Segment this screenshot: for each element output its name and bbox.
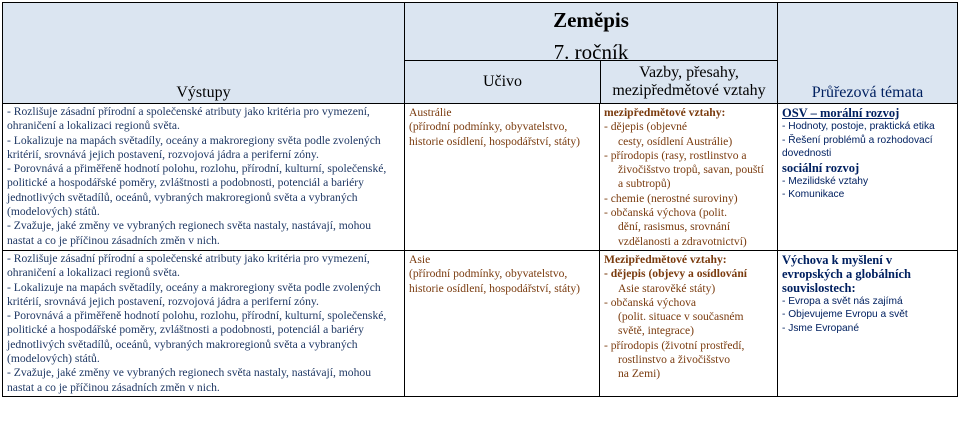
outputs-cell — [3, 250, 405, 396]
grade-title: 7. ročník — [553, 40, 629, 64]
cross-title: Výchova k myšlení v evropských a globálních souvislostech: — [782, 252, 911, 295]
content-cell — [405, 104, 600, 251]
content-detail: (přírodní podmínky, obyvatelstvo, historie osídlení, hospodářství, státy) — [409, 120, 580, 148]
curriculum-table — [2, 2, 958, 397]
content-text — [405, 104, 599, 150]
header-links — [601, 61, 777, 103]
links-item: rostlinstvo a živočišstvo — [618, 353, 731, 367]
links-item: - přírodopis (životní prostředí, — [604, 338, 745, 352]
cross-title: OSV – morální rozvoj — [782, 106, 900, 120]
output-item: - Porovnává a přiměřeně hodnotí polohu, rozlohu, přírodní, kulturní, společenské, politické a hospodářské poměry, zvláštnosti a podobnosti, potenciál a bariéry jednotlivých světadílů, oceánů, vybraných makroregionů světa a vybraných (modelových) států. — [7, 162, 387, 219]
cross-text — [778, 251, 957, 338]
header-row — [3, 3, 958, 104]
links-text — [600, 104, 777, 250]
outputs-text — [3, 251, 404, 396]
links-item: (polit. situace v současném — [618, 310, 744, 324]
links-item: dění, rasismus, srovnání — [618, 220, 731, 234]
content-detail: (přírodní podmínky, obyvatelstvo, historie osídlení, hospodářství, státy) — [409, 267, 580, 295]
header-cross — [778, 3, 958, 104]
outputs-cell — [3, 104, 405, 251]
header-title-block — [405, 3, 777, 64]
content-heading: Učivo — [482, 73, 523, 90]
content-cell — [405, 250, 600, 396]
header-outputs — [3, 3, 405, 104]
cross-item: - Komunikace — [782, 189, 845, 200]
outputs-heading: Výstupy — [176, 84, 231, 101]
content-title: Austrálie — [409, 106, 452, 119]
row-australia — [3, 104, 958, 251]
links-item: a subtropů) — [618, 177, 671, 191]
header-center — [405, 3, 778, 104]
links-item: Asie starověké státy) — [618, 281, 716, 295]
links-item: vzdělanosti a zdravotnictví) — [618, 234, 747, 248]
content-text — [405, 251, 599, 297]
links-cell — [600, 250, 778, 396]
links-text — [600, 251, 777, 383]
cross-heading: Průřezová témata — [811, 84, 924, 101]
cross-item: - Mezilidské vztahy — [782, 175, 869, 187]
cross-cell — [778, 104, 958, 251]
header-subcells — [405, 60, 777, 103]
links-heading-1: Vazby, přesahy, — [639, 64, 739, 81]
cross-item: - Jsme Evropané — [782, 322, 860, 334]
cross-text — [778, 104, 957, 204]
links-item: cesty, osídlení Austrálie) — [618, 134, 733, 148]
cross-item: - Objevujeme Evropu a svět — [782, 309, 908, 321]
cross-item: - Hodnoty, postoje, praktická etika — [782, 121, 935, 132]
output-item: - Porovnává a přiměřeně hodnotí polohu, rozlohu, přírodní, kulturní, společenské, politické a hospodářské poměry, zvláštnosti a podobnosti, potenciál a bariéry jednotlivých světadílů, oceánů, vybraných makroregionů světa a vybraných (modelových) států. — [7, 309, 387, 366]
links-item: - chemie (nerostné suroviny) — [604, 191, 738, 205]
links-item: - přírodopis (rasy, rostlinstvo a — [604, 148, 747, 162]
links-item: - občanská výchova (polit. — [604, 206, 727, 220]
links-item: - dějepis (objevy a osídlování — [604, 267, 747, 281]
links-item: živočišstvo tropů, savan, pouští — [618, 163, 764, 177]
links-item: - občanská výchova — [604, 295, 697, 309]
links-heading-2: mezipředmětové vztahy — [612, 82, 766, 99]
cross-item: - Evropa a svět nás zajímá — [782, 295, 903, 307]
cross-title: sociální rozvoj — [782, 160, 860, 175]
output-item: - Lokalizuje na mapách světadíly, oceány a makroregiony světa podle zvolených kritérií, srovnává jejich postavení, rozvojová jádra a periferní zóny. — [7, 133, 381, 161]
cross-cell — [778, 250, 958, 396]
links-item: - dějepis (objevné — [604, 120, 688, 134]
outputs-text — [3, 104, 404, 249]
cross-item: - Řešení problémů a rozhodovací dovednosti — [782, 134, 933, 159]
output-item: - Zvažuje, jaké změny ve vybraných regionech světa nastaly, nastávají, mohou nastat a co je příčinou zásadních změn v nich. — [7, 366, 371, 394]
output-item: - Lokalizuje na mapách světadíly, oceány a makroregiony světa podle zvolených kritérií, srovnává jejich postavení, rozvojová jádra a periferní zóny. — [7, 280, 381, 308]
row-asia — [3, 250, 958, 396]
links-title: Mezipředmětové vztahy: — [604, 252, 727, 266]
output-item: - Rozlišuje zásadní přírodní a společenské atributy jako kritéria pro vymezení, ohraničení a lokalizaci regionů světa. — [7, 105, 370, 133]
header-content — [405, 61, 601, 103]
links-item: na Zemi) — [618, 367, 661, 381]
content-title: Asie — [409, 252, 431, 266]
links-item: světě, integrace) — [618, 324, 694, 338]
output-item: - Zvažuje, jaké změny ve vybraných regionech světa nastaly, nastávají, mohou nastat a co je příčinou zásadních změn v nich. — [7, 219, 371, 247]
links-title: mezipředmětové vztahy: — [604, 106, 726, 119]
output-item: - Rozlišuje zásadní přírodní a společenské atributy jako kritéria pro vymezení, ohraničení a lokalizaci regionů světa. — [7, 251, 370, 280]
subject-title: Zeměpis — [553, 8, 629, 32]
links-cell — [600, 104, 778, 251]
